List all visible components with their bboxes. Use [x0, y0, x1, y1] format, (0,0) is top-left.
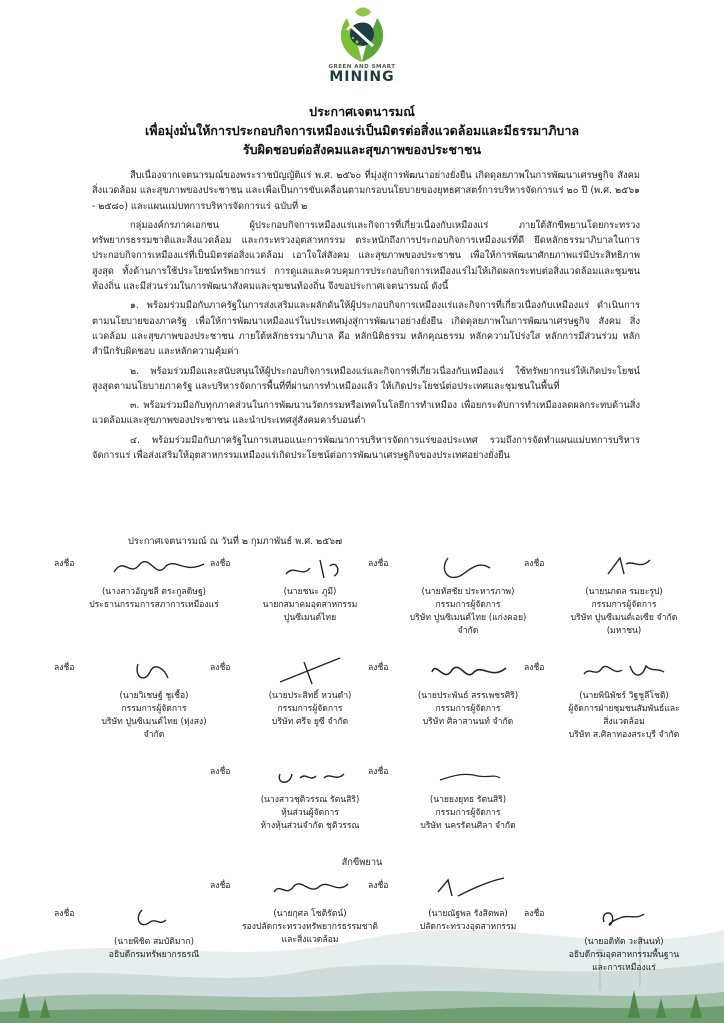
signature-block — [210, 654, 390, 729]
signatory-position: ห้างหุ้นส่วนจำกัด ชุติวรรณ — [260, 821, 360, 831]
sign-label: ลงชื่อ — [524, 909, 545, 919]
witness-position: รองปลัดกระทรวงทรัพยากรธรรมชาติ — [241, 922, 379, 932]
doc-body — [92, 168, 640, 467]
paragraph-item-3: ๓. พร้อมร่วมมือกับทุกภาคส่วนในการพัฒนานวัตกรรมหรือเทคโนโลยีการทำเหมือง เพื่อยกระดับการทำเหมืองลดผลกระทบด้านสิ่งแวดล้อมและสุขภาพของประชาชน และนำประเทศสู่สังคมคาร์บอนต่ำ — [92, 400, 640, 427]
signature-icon — [544, 654, 704, 690]
witness-block — [524, 900, 704, 975]
witness-name: (นายอดิทัต วะสินนท์) — [584, 937, 664, 947]
signatory-position: บริษัท ศิลาสานนท์ จำกัด — [422, 717, 514, 727]
signatory-name: (นายหัสชัย ประหารภาพ) — [421, 587, 515, 597]
signatory-position: จำกัด — [143, 730, 165, 740]
sign-label: ลงชื่อ — [524, 663, 545, 673]
signatory-name: (นางสาวอัญชลี ตระกูลดิษฐ) — [101, 587, 207, 597]
leaf-pickaxe-icon — [327, 4, 397, 66]
paragraph-item-4: ๔. พร้อมร่วมมือกับภาครัฐในการเสนอแนะการพัฒนาการบริหารจัดการแร่ของประเทศ รวมถึงการจัดทำแผนแม่บทการบริหารจัดการแร่ เพื่อส่งเสริมให้อุตสาหกรรมเหมืองแร่เกิดประโยชน์ต่อการพัฒนาเศรษฐกิจของประเทศอย่างยั่งยืน — [92, 434, 640, 462]
signature-block — [524, 550, 704, 638]
signature-block — [210, 758, 390, 833]
sign-label: ลงชื่อ — [210, 881, 231, 891]
paragraph-item-1: ๑. พร้อมร่วมมือกับภาครัฐในการส่งเสริมและผลักดันให้ผู้ประกอบกิจการเหมืองแร่และกิจการที่เกี่ยวเนื่องกับเหมืองแร่ ดำเนินการตามนโยบายของภาครัฐ เพื่อให้การพัฒนาเหมืองแร่ในประเทศมุ่งสู่การพัฒนาอย่างยั่งยืน เกิดดุลยภาพในการพัฒนาเศรษฐกิจ สังคม สิ่งแวดล้อม และสุขภาพของประชาชน ภายใต้หลักธรรมาภิบาล คือ หลักนิติธรรม หลักคุณธรรม หลักความโปร่งใส หลักการมีส่วนร่วม หลักสำนึกรับผิดชอบ และหลักความคุ้มค่า — [92, 300, 640, 358]
witness-name: (นายพิชิต สมบัติมาก) — [114, 937, 194, 947]
witness-name: (นายกุศล โชติรัตน์) — [273, 909, 347, 919]
doc-title-line-2: เพื่อมุ่งมั่นให้การประกอบกิจการเหมืองแร่เป็นมิตรต่อสิ่งแวดล้อมและมีธรรมาภิบาล — [144, 123, 580, 138]
paragraph-item-2: ๒. พร้อมร่วมมือและสนับสนุนให้ผู้ประกอบกิจการเหมืองแร่และกิจการที่เกี่ยวเนื่องกับเหมืองแร่ ใช้ทรัพยากรแร่ให้เกิดประโยชน์สูงสุดตามนโยบายภาครัฐ และบริหารจัดการพื้นที่ที่ผ่านการทำเหมืองแล้ว ให้เกิดประโยชน์ต่อประเทศและชุมชนในพื้นที่ — [92, 365, 640, 392]
signatory-name: (นายวิเชษฐ์ ชูเชื้อ) — [119, 691, 189, 701]
sign-label: ลงชื่อ — [210, 767, 231, 777]
sign-label: ลงชื่อ — [368, 881, 389, 891]
signatory-position: (มหาชน) — [606, 626, 642, 636]
signature-block — [368, 758, 548, 833]
doc-title: ประกาศเจตนารมณ์ — [309, 104, 415, 119]
sign-label: ลงชื่อ — [210, 559, 231, 569]
sign-label: ลงชื่อ — [368, 663, 389, 673]
signature-icon — [230, 872, 390, 908]
signatory-position: บริษัท ปูนซิเมนต์ไทย (ทุ่งสง) — [101, 717, 207, 727]
signatory-name: (นายชนะ ภูมี) — [283, 587, 337, 597]
witness-block — [54, 900, 234, 962]
paragraph-intro: สืบเนื่องจากเจตนารมณ์ของพระราชบัญญัติแร่ พ.ศ. ๒๕๖๐ ที่มุ่งสู่การพัฒนาอย่างยั่งยืน เกิดดุลยภาพในการพัฒนาเศรษฐกิจ สังคม สิ่งแวดล้อม และสุขภาพของประชาชน และเพื่อเป็นการขับเคลื่อนตามกรอบนโยบายของยุทธศาสตร์การบริหารจัดการแร่ ๒๐ ปี (พ.ศ. ๒๕๖๑ - ๒๕๘๐) และแผนแม่บทการบริหารจัดการแร่ ฉบับที่ ๒ — [92, 170, 640, 212]
signatory-position: บริษัท นครรัตนศิลา จำกัด — [420, 821, 516, 831]
signature-icon — [230, 550, 390, 586]
logo-subtitle: GREEN AND SMART — [328, 64, 396, 70]
sign-label: ลงชื่อ — [54, 663, 75, 673]
witness-position: อธิบดีกรมอุตสาหกรรมพื้นฐาน — [568, 950, 680, 960]
signatory-position: กรรมการผู้จัดการ — [591, 600, 657, 610]
signatory-name: (นายยงยุทธ รัตนสิริ) — [429, 795, 507, 805]
signatory-name: (นายประสิทธิ์ หวนดำ) — [268, 691, 352, 701]
witness-block — [210, 872, 390, 947]
green-smart-mining-logo — [312, 4, 412, 96]
signature-icon — [388, 758, 548, 794]
signatory-position: กรรมการผู้จัดการ — [277, 704, 343, 714]
signatory-name: (นายนภดล รมยะรูป) — [585, 587, 663, 597]
signature-icon — [230, 654, 390, 690]
signature-icon — [230, 758, 390, 794]
sign-label: ลงชื่อ — [368, 559, 389, 569]
sign-label: ลงชื่อ — [54, 559, 75, 569]
signatory-position: จำกัด — [457, 626, 479, 636]
signatory-position: กรรมการผู้จัดการ — [435, 600, 501, 610]
signatory-position: กรรมการผู้จัดการ — [121, 704, 187, 714]
witness-block — [368, 872, 548, 934]
signatory-name: (นางสาวชุติวรรณ รัตนสิริ) — [260, 795, 360, 805]
signatory-position: บริษัท ศรีจ ยูซี จำกัด — [271, 717, 349, 727]
witness-position: และการเหมืองแร่ — [592, 963, 656, 973]
signatory-position: ประธานกรรมการสภาการเหมืองแร่ — [89, 600, 219, 610]
sign-label: ลงชื่อ — [368, 767, 389, 777]
signatory-position: ปูนซีเมนต์ไทย — [283, 613, 337, 623]
signatory-position: หุ้นส่วนผู้จัดการ — [281, 808, 339, 818]
signatory-position: บริษัท ส.ศิลาทองสระบุรี จำกัด — [568, 730, 680, 740]
witness-name: (นายณัฐพล รังสิตพล) — [428, 909, 508, 919]
declaration-date: ประกาศเจตนารมณ์ ณ วันที่ ๒ กุมภาพันธ์ พ.ศ. ๒๕๖๗ — [128, 536, 343, 547]
signature-block — [210, 550, 390, 625]
signatory-name: (นายพินิพัชร์ วิฐชูลีโชติ) — [579, 691, 669, 701]
sign-label: ลงชื่อ — [524, 559, 545, 569]
signatory-position: กรรมการผู้จัดการ — [435, 704, 501, 714]
sign-label: ลงชื่อ — [210, 663, 231, 673]
witness-heading: สักขีพยาน — [341, 857, 383, 868]
signatory-position: บริษัท ปูนซิเมนต์ไทย (แก่งคอย) — [409, 613, 527, 623]
witness-position: ปลัดกระทรวงอุตสาหกรรม — [419, 922, 517, 932]
signatory-name: (นายประพันธ์ สรรเพชรศิริ) — [417, 691, 519, 701]
signatory-position: นายกสมาคมอุตสาหกรรม — [262, 600, 358, 610]
witness-position: อธิบดีกรมทรัพยากรธรณี — [108, 950, 200, 960]
signature-icon — [544, 550, 704, 586]
witness-position: และสิ่งแวดล้อม — [281, 935, 339, 945]
signature-icon — [74, 900, 234, 936]
logo-title: MINING — [329, 69, 395, 85]
signature-block — [524, 654, 704, 742]
signatory-position: บริษัท ปูนซีเมนต์เอเซีย จำกัด — [570, 613, 678, 623]
paragraph-declaration: กลุ่มองค์กรภาคเอกชน ผู้ประกอบกิจการเหมืองแร่และกิจการที่เกี่ยวเนื่องกับเหมืองแร่ ภายใต้สักขีพยานโดยกระทรวงทรัพยากรธรรมชาติและสิ่งแวดล้อม และกระทรวงอุตสาหกรรม ตระหนักถึงการประกอบกิจการเหมืองแร่ที่ดี ยึดหลักธรรมาภิบาลในการประกอบกิจการเหมืองแร่ที่เป็นมิตรต่อสิ่งแวดล้อม เอาใจใส่สังคม และสุขภาพของประชาชน เพื่อให้การพัฒนาศักยภาพแร่มีประสิทธิภาพสูงสุด ทั้งด้านการใช้ประโยชน์ทรัพยากรแร่ การดูแลและควบคุมการประกอบกิจการเหมืองแร่ไม่ให้เกิดผลกระทบต่อสิ่งแวดล้อมและชุมชนท้องถิ่น และมีส่วนร่วมในการพัฒนาสังคมและชุมชนท้องถิ่น จึงขอประกาศเจตนารมณ์ ดังนี้ — [92, 219, 640, 293]
signature-icon — [388, 872, 548, 908]
signatory-position: กรรมการผู้จัดการ — [435, 808, 501, 818]
signatory-position: สิ่งแวดล้อม — [603, 717, 645, 727]
signatory-position: ผู้จัดการฝ่ายชุมชนสัมพันธ์และ — [568, 704, 680, 714]
sign-label: ลงชื่อ — [54, 909, 75, 919]
doc-title-line-3: รับผิดชอบต่อสังคมและสุขภาพของประชาชน — [242, 142, 482, 157]
signature-icon — [544, 900, 704, 936]
